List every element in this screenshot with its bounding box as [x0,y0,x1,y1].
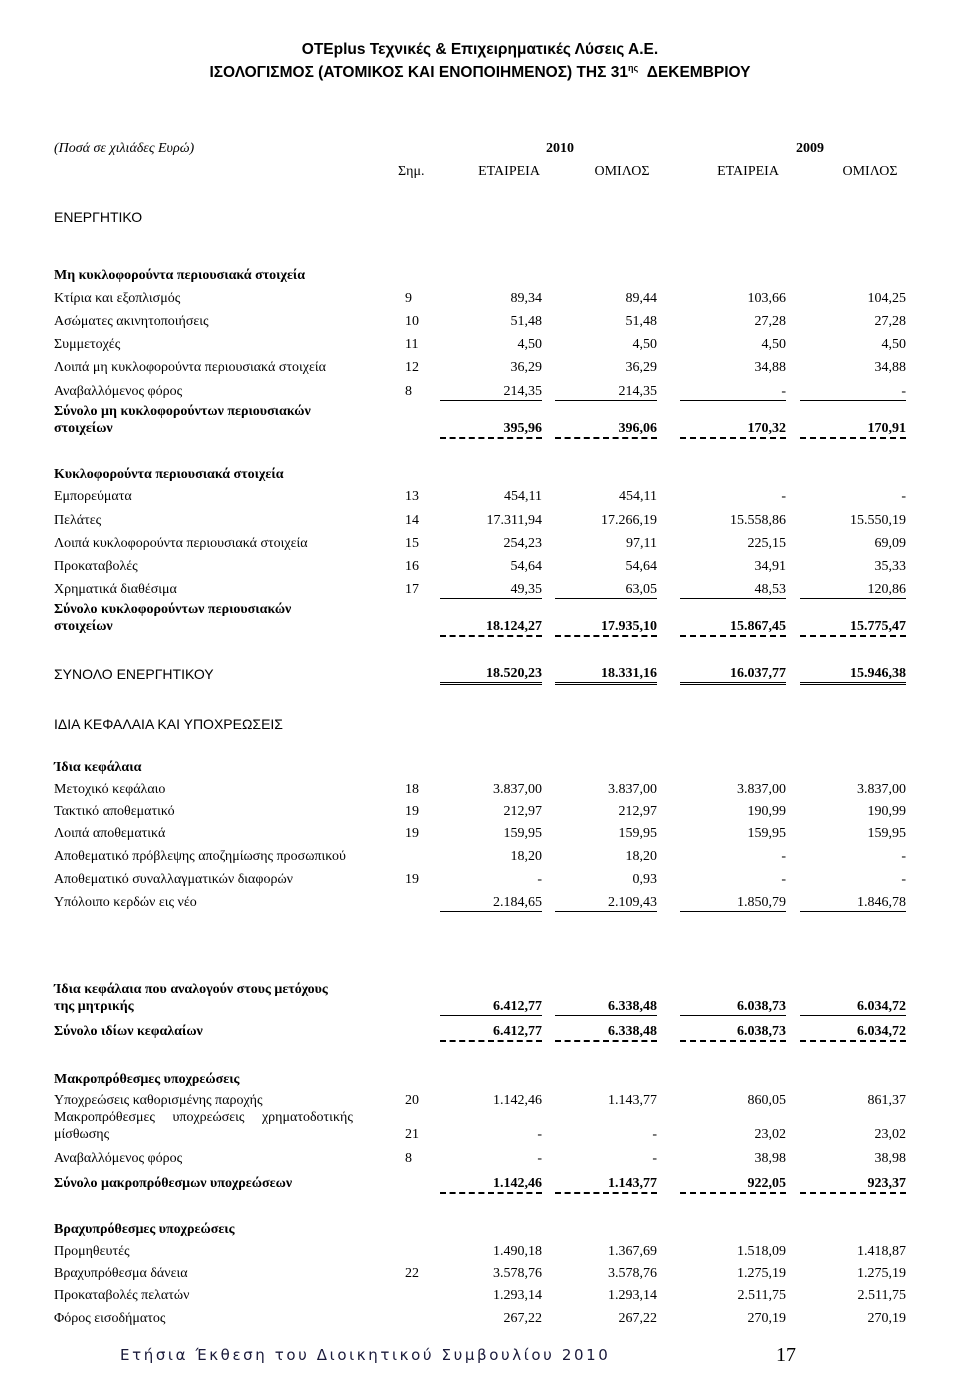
value-company-2010: 51,48 [510,314,542,329]
value-company-2009: 15.558,86 [730,513,786,528]
table-row [0,782,960,802]
value-company-2010: 18,20 [510,849,542,864]
equity-heading: Ίδια κεφάλαια [54,760,142,775]
value-group-2009: 15.946,38 [800,666,906,685]
value-group-2010: 97,11 [626,536,657,551]
value-group-2010: - [652,1127,657,1142]
assets-heading: ΕΝΕΡΓΗΤΙΚΟ [54,209,143,225]
value-group-2010: 396,06 [555,421,657,439]
row-label: Εμπορεύματα [54,489,132,504]
page-number: 17 [776,1344,796,1366]
value-group-2010: 2.109,43 [555,895,657,912]
value-company-2010: 454,11 [504,489,542,504]
row-note: 15 [405,536,419,551]
value-company-2009: 922,05 [680,1176,786,1194]
company-2010-header: ΕΤΑΙΡΕΙΑ [478,164,540,179]
value-group-2009: 190,99 [867,804,906,819]
table-row [0,536,960,556]
value-group-2009: 270,19 [867,1311,906,1326]
row-note: 11 [405,337,419,352]
table-row [0,384,960,404]
row-label: Αποθεματικό πρόβλεψης αποζημίωσης προσωπικού [54,849,346,864]
value-group-2010: 6.338,48 [555,999,657,1016]
value-group-2009: 170,91 [800,421,906,439]
value-group-2009: 15.775,47 [800,619,906,637]
row-note: 22 [405,1266,419,1281]
value-company-2009: 4,50 [761,337,786,352]
value-company-2009: 1.275,19 [737,1266,786,1281]
row-note: 17 [405,582,419,597]
value-group-2010: 1.293,14 [608,1288,657,1303]
value-company-2009: 6.038,73 [680,999,786,1016]
value-company-2010: 89,34 [510,291,542,306]
value-company-2009: 15.867,45 [680,619,786,637]
subtotal-row [0,602,960,642]
value-company-2009: 159,95 [747,826,786,841]
value-company-2010: 1.293,14 [493,1288,542,1303]
value-company-2010: 159,95 [503,826,542,841]
value-group-2009: 159,95 [867,826,906,841]
table-row [0,291,960,311]
value-group-2009: 69,09 [874,536,906,551]
row-label: Αναβαλλόμενος φόρος [54,384,183,399]
value-group-2009: 27,28 [874,314,906,329]
footer-report-title: Ετήσια Έκθεση του Διοικητικού Συμβουλίου 2010 [120,1346,611,1364]
group-2009-header: ΟΜΙΛΟΣ [842,164,898,179]
row-note: 19 [405,804,419,819]
value-company-2010: 1.490,18 [493,1244,542,1259]
row-note: 19 [405,872,419,887]
value-company-2010: 36,29 [510,360,542,375]
row-label-continued: στοιχείων [54,421,113,436]
value-company-2009: - [781,872,786,887]
value-company-2010: 254,23 [503,536,542,551]
value-group-2010: 267,22 [618,1311,657,1326]
value-company-2010: 18.124,27 [440,619,542,637]
value-company-2010: - [537,872,542,887]
value-company-2010: 49,35 [440,582,542,599]
table-row [0,337,960,357]
row-label: Συμμετοχές [54,337,121,352]
row-label: Αναβαλλόμενος φόρος [54,1151,183,1166]
value-group-2010: 51,48 [625,314,657,329]
value-company-2010: 17.311,94 [486,513,542,528]
short-term-liabilities-heading: Βραχυπρόθεσμες υποχρεώσεις [54,1222,235,1237]
row-note: 9 [405,291,412,306]
value-group-2009: 3.837,00 [857,782,906,797]
value-group-2009: 1.418,87 [857,1244,906,1259]
value-company-2009: 34,88 [754,360,786,375]
value-company-2009: 48,53 [680,582,786,599]
value-company-2010: 395,96 [440,421,542,439]
value-group-2009: - [901,872,906,887]
value-group-2010: 63,05 [555,582,657,599]
row-note: 12 [405,360,419,375]
subtotal-row [0,982,960,1022]
value-group-2010: 214,35 [555,384,657,401]
value-company-2009: 2.511,75 [737,1288,786,1303]
value-company-2010: 3.578,76 [493,1266,542,1281]
row-label: Πελάτες [54,513,102,528]
long-term-liabilities-heading: Μακροπρόθεσμες υποχρεώσεις [54,1072,240,1087]
value-group-2010: 1.367,69 [608,1244,657,1259]
row-note: 16 [405,559,419,574]
value-group-2010: 89,44 [625,291,657,306]
row-label-continued: στοιχείων [54,619,113,634]
value-company-2010: - [537,1151,542,1166]
row-label: ΣΥΝΟΛΟ ΕΝΕΡΓΗΤΙΚΟΥ [54,666,214,682]
value-company-2009: - [781,489,786,504]
value-company-2010: - [537,1127,542,1142]
row-label: Μετοχικό κεφάλαιο [54,782,166,797]
row-label: Σύνολο ιδίων κεφαλαίων [54,1024,203,1039]
table-row [0,872,960,892]
value-group-2009: 923,37 [800,1176,906,1194]
value-group-2009: 34,88 [874,360,906,375]
value-group-2010: 454,11 [619,489,657,504]
total-row [0,666,960,686]
value-group-2010: 1.143,77 [555,1176,657,1194]
value-company-2010: 6.412,77 [440,1024,542,1042]
row-label: Κτίρια και εξοπλισμός [54,291,181,306]
value-group-2010: 3.837,00 [608,782,657,797]
table-row [0,804,960,824]
statement-title-sup: ης [627,63,639,73]
total-row [0,1024,960,1044]
row-label: Λοιπά μη κυκλοφορούντα περιουσιακά στοιχεία [54,360,326,375]
value-group-2010: 54,64 [625,559,657,574]
value-company-2009: 3.837,00 [737,782,786,797]
table-row [0,360,960,380]
row-label-continued: της μητρικής [54,999,134,1014]
row-label: Υποχρεώσεις καθορισμένης παροχής [54,1093,263,1108]
value-group-2010: - [652,1151,657,1166]
value-group-2009: 1.275,19 [857,1266,906,1281]
value-company-2009: 1.518,09 [737,1244,786,1259]
value-group-2009: - [901,489,906,504]
row-note: 8 [405,384,412,399]
value-company-2009: 6.038,73 [680,1024,786,1042]
table-row [0,1266,960,1286]
value-group-2009: 35,33 [874,559,906,574]
value-group-2010: 4,50 [632,337,657,352]
value-group-2009: 4,50 [881,337,906,352]
row-label: Τακτικό αποθεματικό [54,804,175,819]
row-label: Αποθεματικό συναλλαγματικών διαφορών [54,872,294,887]
row-label: Σύνολο μακροπρόθεσμων υποχρεώσεων [54,1176,293,1191]
value-company-2009: 27,28 [754,314,786,329]
value-company-2009: 860,05 [747,1093,786,1108]
row-label: Ίδια κεφάλαια που αναλογούν στους μετόχους [54,982,328,997]
value-group-2009: 1.846,78 [800,895,906,912]
value-group-2009: 861,37 [867,1093,906,1108]
value-group-2010: 6.338,48 [555,1024,657,1042]
row-label: Προκαταβολές [54,559,138,574]
value-company-2010: 214,35 [440,384,542,401]
row-label: Υπόλοιπο κερδών εις νέο [54,895,197,910]
value-group-2009: 38,98 [874,1151,906,1166]
table-row [0,1244,960,1264]
value-company-2010: 2.184,65 [440,895,542,912]
statement-title-prefix: ΙΣΟΛΟΓΙΣΜΟΣ (ΑΤΟΜΙΚΟΣ ΚΑΙ ΕΝΟΠΟΙΗΜΕΝΟΣ) ΤΗΣ 31 [209,64,628,82]
value-company-2009: - [781,849,786,864]
value-group-2010: 1.143,77 [608,1093,657,1108]
value-group-2010: 3.578,76 [608,1266,657,1281]
table-row [0,1311,960,1331]
value-company-2010: 54,64 [510,559,542,574]
value-group-2010: 17.935,10 [555,619,657,637]
row-label: Προκαταβολές πελατών [54,1288,190,1303]
non-current-assets-heading: Μη κυκλοφορούντα περιουσιακά στοιχεία [54,268,306,283]
equity-liabilities-heading: ΙΔΙΑ ΚΕΦΑΛΑΙΑ ΚΑΙ ΥΠΟΧΡΕΩΣΕΙΣ [54,716,283,732]
table-row [0,826,960,846]
row-note: 19 [405,826,419,841]
row-label: Σύνολο κυκλοφορούντων περιουσιακών [54,602,292,617]
value-group-2009: 6.034,72 [800,1024,906,1042]
row-note: 10 [405,314,419,329]
company-2009-header: ΕΤΑΙΡΕΙΑ [717,164,779,179]
value-group-2010: 212,97 [618,804,657,819]
table-row [0,559,960,579]
value-group-2010: 159,95 [618,826,657,841]
row-label: Χρηματικά διαθέσιμα [54,582,177,597]
value-group-2010: 0,93 [632,872,657,887]
value-group-2009: - [901,849,906,864]
row-label: Μακροπρόθεσμες υποχρεώσεις χρηματοδοτικής [54,1110,353,1125]
value-group-2009: 2.511,75 [857,1288,906,1303]
row-note: 20 [405,1093,419,1108]
table-row [0,895,960,915]
row-label: Λοιπά αποθεματικά [54,826,166,841]
value-company-2009: 190,99 [747,804,786,819]
value-company-2009: 270,19 [747,1311,786,1326]
value-group-2009: 104,25 [867,291,906,306]
statement-title [0,63,960,82]
value-group-2009: - [800,384,906,401]
units-note: (Ποσά σε χιλιάδες Ευρώ) [54,141,195,156]
row-label: Ασώματες ακινητοποιήσεις [54,314,209,329]
row-note: 14 [405,513,419,528]
table-row [0,1151,960,1171]
row-label: Λοιπά κυκλοφορούντα περιουσιακά στοιχεία [54,536,308,551]
total-row [0,1176,960,1196]
statement-title-suffix: ΔΕΚΕΜΒΡΙΟΥ [646,64,751,82]
company-title: OTEplus Τεχνικές & Επιχειρηματικές Λύσεις Α.Ε. [301,41,659,58]
row-label: Προμηθευτές [54,1244,130,1259]
value-company-2009: 103,66 [747,291,786,306]
value-company-2010: 212,97 [503,804,542,819]
table-row [0,314,960,334]
value-company-2009: 16.037,77 [680,666,786,685]
table-row [0,1110,960,1150]
value-group-2009: 120,86 [800,582,906,599]
year-2010-header: 2010 [546,141,574,156]
value-company-2009: 170,32 [680,421,786,439]
value-company-2010: 6.412,77 [440,999,542,1016]
row-label: Σύνολο μη κυκλοφορούντων περιουσιακών [54,404,311,419]
value-group-2009: 23,02 [874,1127,906,1142]
current-assets-heading: Κυκλοφορούντα περιουσιακά στοιχεία [54,467,284,482]
row-note: 8 [405,1151,412,1166]
value-group-2009: 15.550,19 [850,513,906,528]
value-company-2010: 18.520,23 [440,666,542,685]
value-company-2009: 23,02 [754,1127,786,1142]
row-note: 13 [405,489,419,504]
table-row [0,1288,960,1308]
row-note: 21 [405,1127,419,1142]
table-row [0,849,960,869]
value-company-2010: 3.837,00 [493,782,542,797]
value-company-2010: 267,22 [503,1311,542,1326]
table-row [0,513,960,533]
value-company-2009: 225,15 [747,536,786,551]
subtotal-row [0,404,960,444]
value-group-2010: 18,20 [625,849,657,864]
row-label: Φόρος εισοδήματος [54,1311,166,1326]
value-company-2009: 34,91 [754,559,786,574]
value-company-2010: 4,50 [517,337,542,352]
table-row [0,489,960,509]
row-label: Βραχυπρόθεσμα δάνεια [54,1266,188,1281]
value-group-2010: 36,29 [625,360,657,375]
value-group-2010: 18.331,16 [555,666,657,685]
table-row [0,582,960,602]
value-group-2010: 17.266,19 [601,513,657,528]
value-company-2010: 1.142,46 [493,1093,542,1108]
value-company-2009: 1.850,79 [680,895,786,912]
value-company-2009: - [680,384,786,401]
note-column-header: Σημ. [398,164,425,179]
value-group-2009: 6.034,72 [800,999,906,1016]
value-company-2009: 38,98 [754,1151,786,1166]
row-note: 18 [405,782,419,797]
year-2009-header: 2009 [796,141,824,156]
row-label-continued: μίσθωσης [54,1127,110,1142]
value-company-2010: 1.142,46 [440,1176,542,1194]
group-2010-header: ΟΜΙΛΟΣ [594,164,650,179]
